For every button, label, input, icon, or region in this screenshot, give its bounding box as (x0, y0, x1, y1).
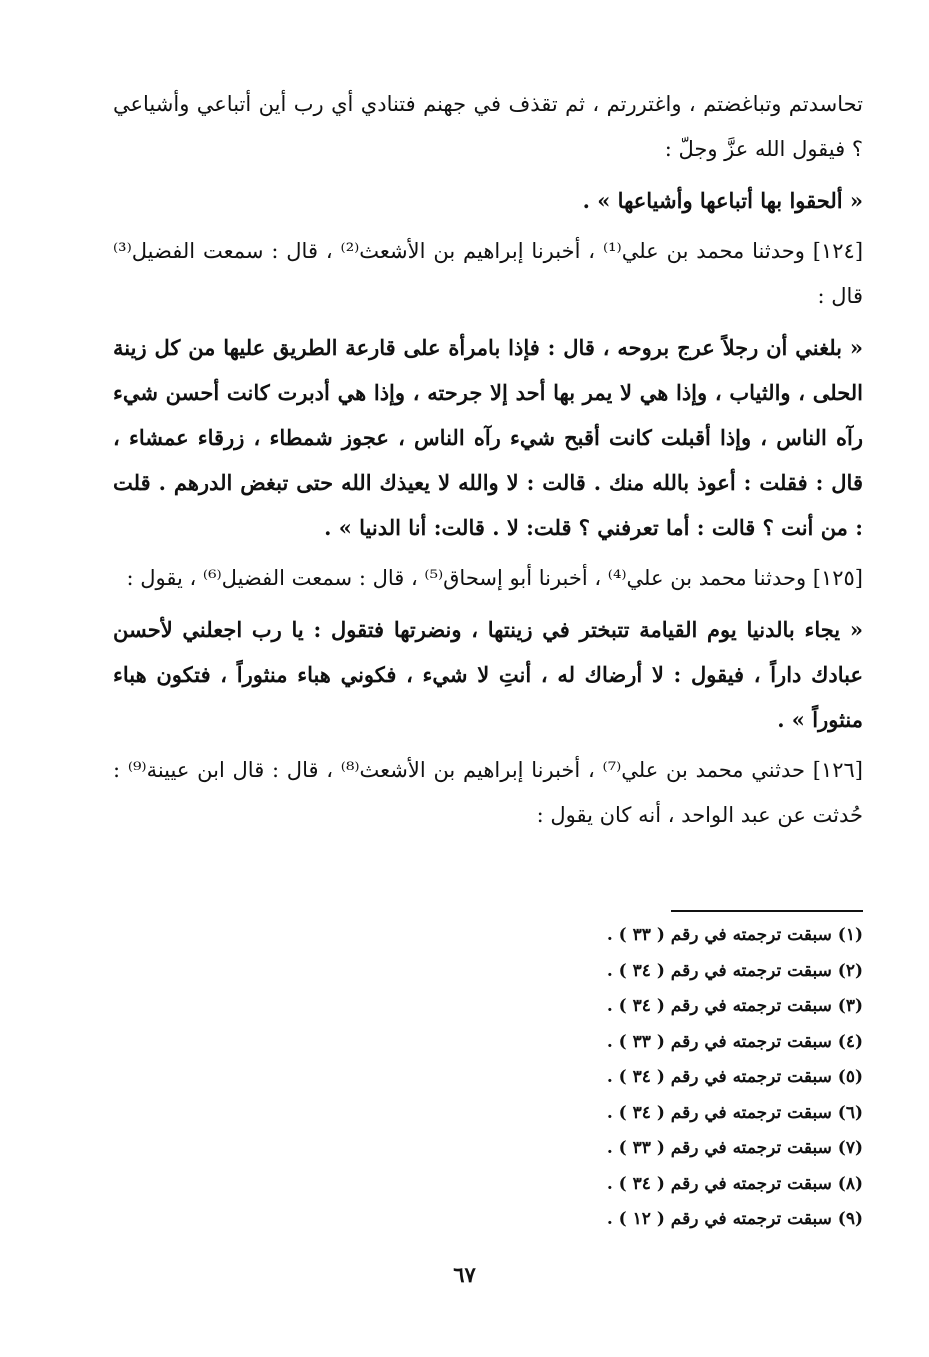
paragraph-2-quote: « ألحقوا بها أتباعها وأشياعها » . (582, 188, 863, 213)
footnote-9: (٩) سبقت ترجمته في رقم ( ١٢ ) . (606, 1209, 863, 1229)
footnote-6: (٦) سبقت ترجمته في رقم ( ٣٤ ) . (606, 1102, 863, 1123)
paragraph-3-hadith-124: [١٢٤] وحدثنا محمد بن علي⁽¹⁾ ، أخبرنا إبراهيم بن الأشعث⁽²⁾ ، قال : سمعت الفضيل⁽³⁾ قال : (113, 239, 864, 308)
paragraph-1: تحاسدتم وتباغضتم ، واغتررتم ، ثم تقذف في جهنم فتنادي أي رب أين أتباعي وأشياعي ؟ فيقول الله عزَّ وجلّ : (113, 92, 863, 161)
footnote-5: (٥) سبقت ترجمته في رقم ( ٣٤ ) . (606, 1067, 863, 1087)
footnote-4: (٤) سبقت ترجمته في رقم ( ٣٣ ) . (606, 1031, 863, 1052)
paragraph-6-quote: « يجاء بالدنيا يوم القيامة تتبختر في زينتها ، ونضرتها فتقول : يا رب اجعلني لأحسن عبادك داراً ، فيقول : لا أرضاك له ، أنتِ لا شيء ، فكوني هباء منثوراً ، فتكون هباء منثوراً » . (113, 617, 863, 732)
footnote-2: (٢) سبقت ترجمته في رقم ( ٣٤ ) . (606, 960, 863, 981)
page-number: ٦٧ (453, 1262, 476, 1287)
paragraph-7-hadith-126: [١٢٦] حدثني محمد بن علي⁽⁷⁾ ، أخبرنا إبراهيم بن الأشعث⁽⁸⁾ ، قال : قال ابن عيينة⁽⁹⁾ : حُدثت عن عبد الواحد ، أنه كان يقول : (113, 758, 863, 827)
footnote-7: (٧) سبقت ترجمته في رقم ( ٣٣ ) . (606, 1138, 863, 1158)
footnote-separator (671, 910, 863, 912)
paragraph-4-quote: « بلغني أن رجلاً عرج بروحه ، قال : فإذا بامرأة على قارعة الطريق عليها من كل زينة الحلى ، والثياب ، وإذا هي لا يمر بها أحد إلا جرحته ، وإذا هي أدبرت كانت أحسن شيء رآه الناس ، وإذا أقبلت كانت أقبح شيء رآه الناس ، عجوز شمطاء ، زرقاء عمشاء ، قال : فقلت : أعوذ بالله منك . قالت : لا والله لا يعيذك الله حتى تبغض الدرهم . قلت : من أنت ؟ قالت : أما تعرفني ؟ قلت: لا . قالت: أنا الدنيا » . (113, 335, 863, 540)
footnote-8: (٨) سبقت ترجمته في رقم ( ٣٤ ) . (606, 1173, 863, 1194)
footnote-1: (١) سبقت ترجمته في رقم ( ٣٣ ) . (606, 925, 863, 945)
main-text (113, 82, 863, 844)
paragraph-5-hadith-125: [١٢٥] وحدثنا محمد بن علي⁽⁴⁾ ، أخبرنا أبو إسحاق⁽⁵⁾ ، قال : سمعت الفضيل⁽⁶⁾ ، يقول : (126, 566, 863, 590)
footnote-3: (٣) سبقت ترجمته في رقم ( ٣٤ ) . (606, 996, 863, 1016)
footnotes-list (113, 918, 863, 1238)
